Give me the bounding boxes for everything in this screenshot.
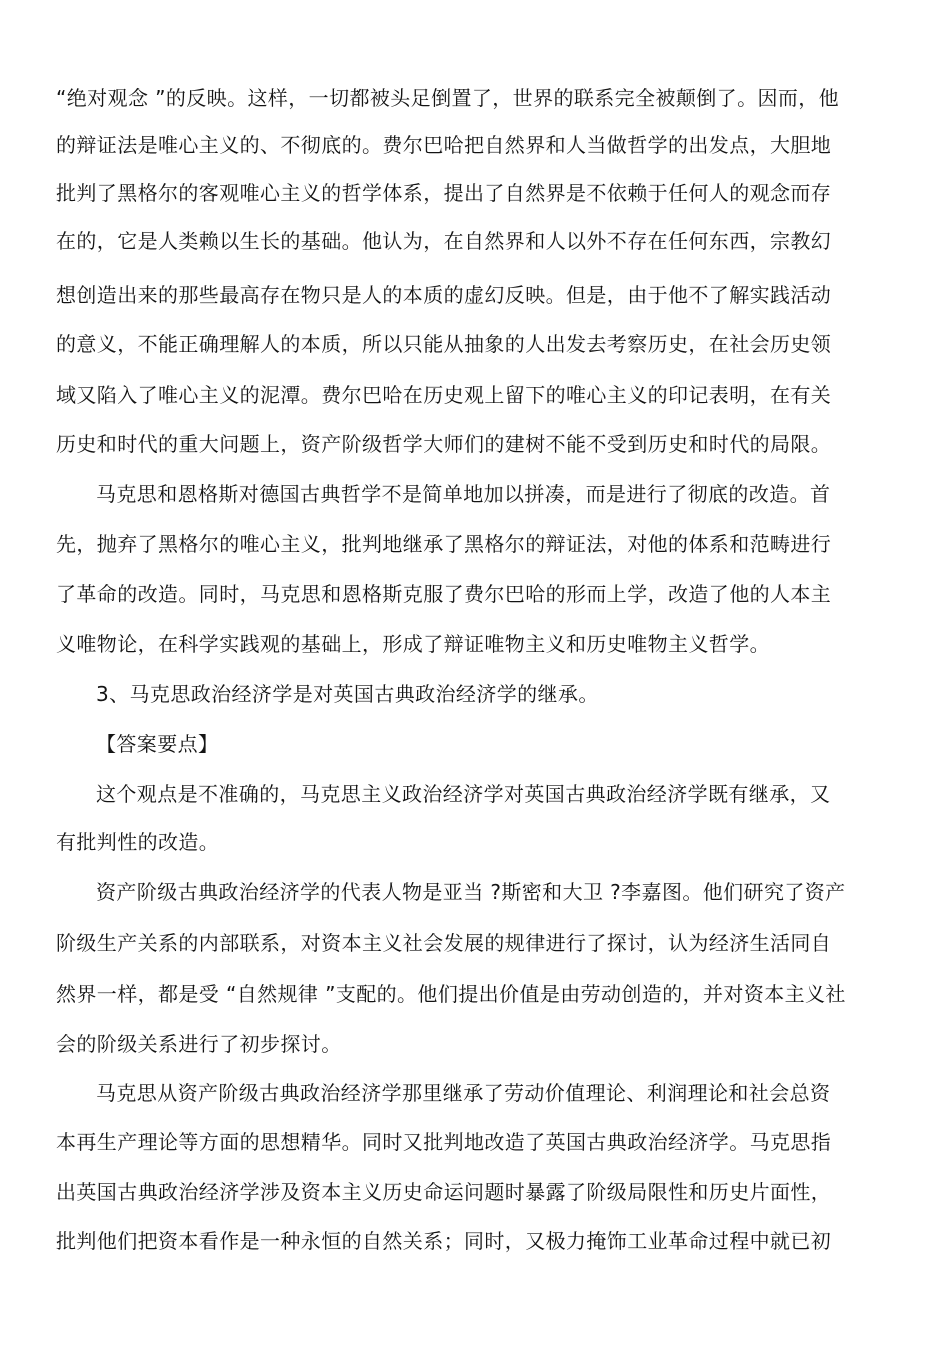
- paragraph-first-line: 这个观点是不准确的，马克思主义政治经济学对英国古典政治经济学既有继承，又: [96, 782, 831, 806]
- answer-points-label: 【答案要点】: [96, 732, 219, 756]
- text-line: 历史和时代的重大问题上，资产阶级哲学大师们的建树不能不受到历史和时代的局限。: [56, 432, 832, 456]
- question-heading: 3、马克思政治经济学是对英国古典政治经济学的继承。: [96, 682, 599, 706]
- text-line: 会的阶级关系进行了初步探讨。: [56, 1032, 342, 1056]
- text-line: 的意义，不能正确理解人的本质，所以只能从抽象的人出发去考察历史，在社会历史领: [56, 332, 832, 356]
- text-line: “绝对观念 ”的反映。这样，一切都被头足倒置了，世界的联系完全被颠倒了。因而，他: [56, 86, 840, 110]
- text-line: 然界一样，都是受 “自然规律 ”支配的。他们提出价值是由劳动创造的，并对资本主义社: [56, 982, 846, 1006]
- text-line: 本再生产理论等方面的思想精华。同时又批判地改造了英国古典政治经济学。马克思指: [56, 1130, 832, 1154]
- text-line: 义唯物论，在科学实践观的基础上，形成了辩证唯物主义和历史唯物主义哲学。: [56, 632, 770, 656]
- text-line: 出英国古典政治经济学涉及资本主义历史命运问题时暴露了阶级局限性和历史片面性，: [56, 1180, 832, 1204]
- text-line: 的辩证法是唯心主义的、不彻底的。费尔巴哈把自然界和人当做哲学的出发点，大胆地: [56, 133, 832, 157]
- text-line: 在的，它是人类赖以生长的基础。他认为，在自然界和人以外不存在任何东西，宗教幻: [56, 229, 832, 253]
- paragraph-first-line: 马克思从资产阶级古典政治经济学那里继承了劳动价值理论、利润理论和社会总资: [96, 1081, 831, 1105]
- text-line: 域又陷入了唯心主义的泥潭。费尔巴哈在历史观上留下的唯心主义的印记表明，在有关: [56, 383, 832, 407]
- text-line: 批判他们把资本看作是一种永恒的自然关系；同时，又极力掩饰工业革命过程中就已初: [56, 1229, 832, 1253]
- text-line: 先，抛弃了黑格尔的唯心主义，批判地继承了黑格尔的辩证法，对他的体系和范畴进行: [56, 532, 832, 556]
- text-line: 想创造出来的那些最高存在物只是人的本质的虚幻反映。但是，由于他不了解实践活动: [56, 283, 832, 307]
- paragraph-first-line: 资产阶级古典政治经济学的代表人物是亚当 ?斯密和大卫 ?李嘉图。他们研究了资产: [96, 880, 846, 904]
- text-line: 了革命的改造。同时，马克思和恩格斯克服了费尔巴哈的形而上学，改造了他的人本主: [56, 582, 832, 606]
- text-line: 阶级生产关系的内部联系，对资本主义社会发展的规律进行了探讨，认为经济生活同自: [56, 931, 832, 955]
- text-line: 有批判性的改造。: [56, 830, 220, 854]
- text-line: 批判了黑格尔的客观唯心主义的哲学体系，提出了自然界是不依赖于任何人的观念而存: [56, 181, 832, 205]
- paragraph-first-line: 马克思和恩格斯对德国古典哲学不是简单地加以拼凑，而是进行了彻底的改造。首: [96, 482, 831, 506]
